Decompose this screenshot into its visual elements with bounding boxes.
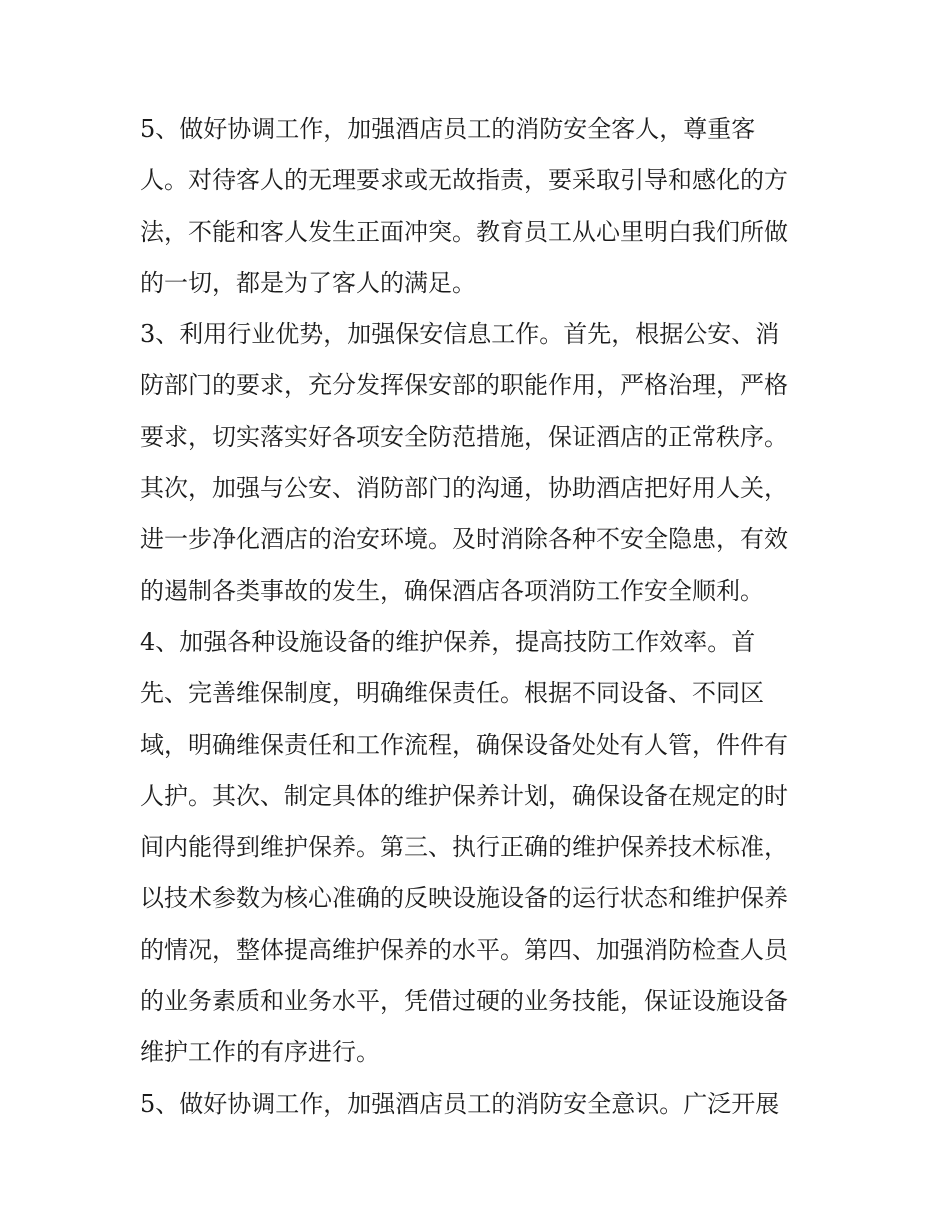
text-line: 间内能得到维护保养。第三、执行正确的维护保养技术标准，	[140, 833, 788, 862]
text-line: 要求，切实落实好各项安全防范措施，保证酒店的正常秩序。	[140, 422, 788, 451]
document-body	[140, 104, 830, 1130]
text-line: 人。对待客人的无理要求或无故指责，要采取引导和感化的方	[140, 166, 788, 195]
text-line: 域，明确维保责任和工作流程，确保设备处处有人管，件件有	[140, 730, 788, 759]
text-line: 其次，加强与公安、消防部门的沟通，协助酒店把好用人关，	[140, 474, 788, 503]
text-line: 法，不能和客人发生正面冲突。教育员工从心里明白我们所做	[140, 217, 788, 246]
text-line: 5、做好协调工作，加强酒店员工的消防安全意识。广泛开展	[140, 1089, 780, 1118]
text-line: 的遏制各类事故的发生，确保酒店各项消防工作安全顺利。	[140, 576, 764, 605]
text-line: 的一切，都是为了客人的满足。	[140, 268, 476, 297]
text-line: 的业务素质和业务水平，凭借过硬的业务技能，保证设施设备	[140, 987, 788, 1016]
text-line: 的情况，整体提高维护保养的水平。第四、加强消防检查人员	[140, 935, 788, 964]
text-line: 防部门的要求，充分发挥保安部的职能作用，严格治理，严格	[140, 371, 788, 400]
text-line: 进一步净化酒店的治安环境。及时消除各种不安全隐患，有效	[140, 525, 788, 554]
text-line: 5、做好协调工作，加强酒店员工的消防安全客人，尊重客	[140, 115, 756, 143]
text-line: 4、加强各种设施设备的维护保养，提高技防工作效率。首	[140, 627, 756, 656]
text-line: 3、利用行业优势，加强保安信息工作。首先，根据公安、消	[140, 320, 780, 349]
text-line: 以技术参数为核心准确的反映设施设备的运行状态和维护保养	[140, 884, 788, 913]
text-line: 维护工作的有序进行。	[140, 1038, 380, 1067]
text-line: 人护。其次、制定具体的维护保养计划，确保设备在规定的时	[140, 781, 788, 810]
text-line: 先、完善维保制度，明确维保责任。根据不同设备、不同区	[140, 679, 764, 708]
